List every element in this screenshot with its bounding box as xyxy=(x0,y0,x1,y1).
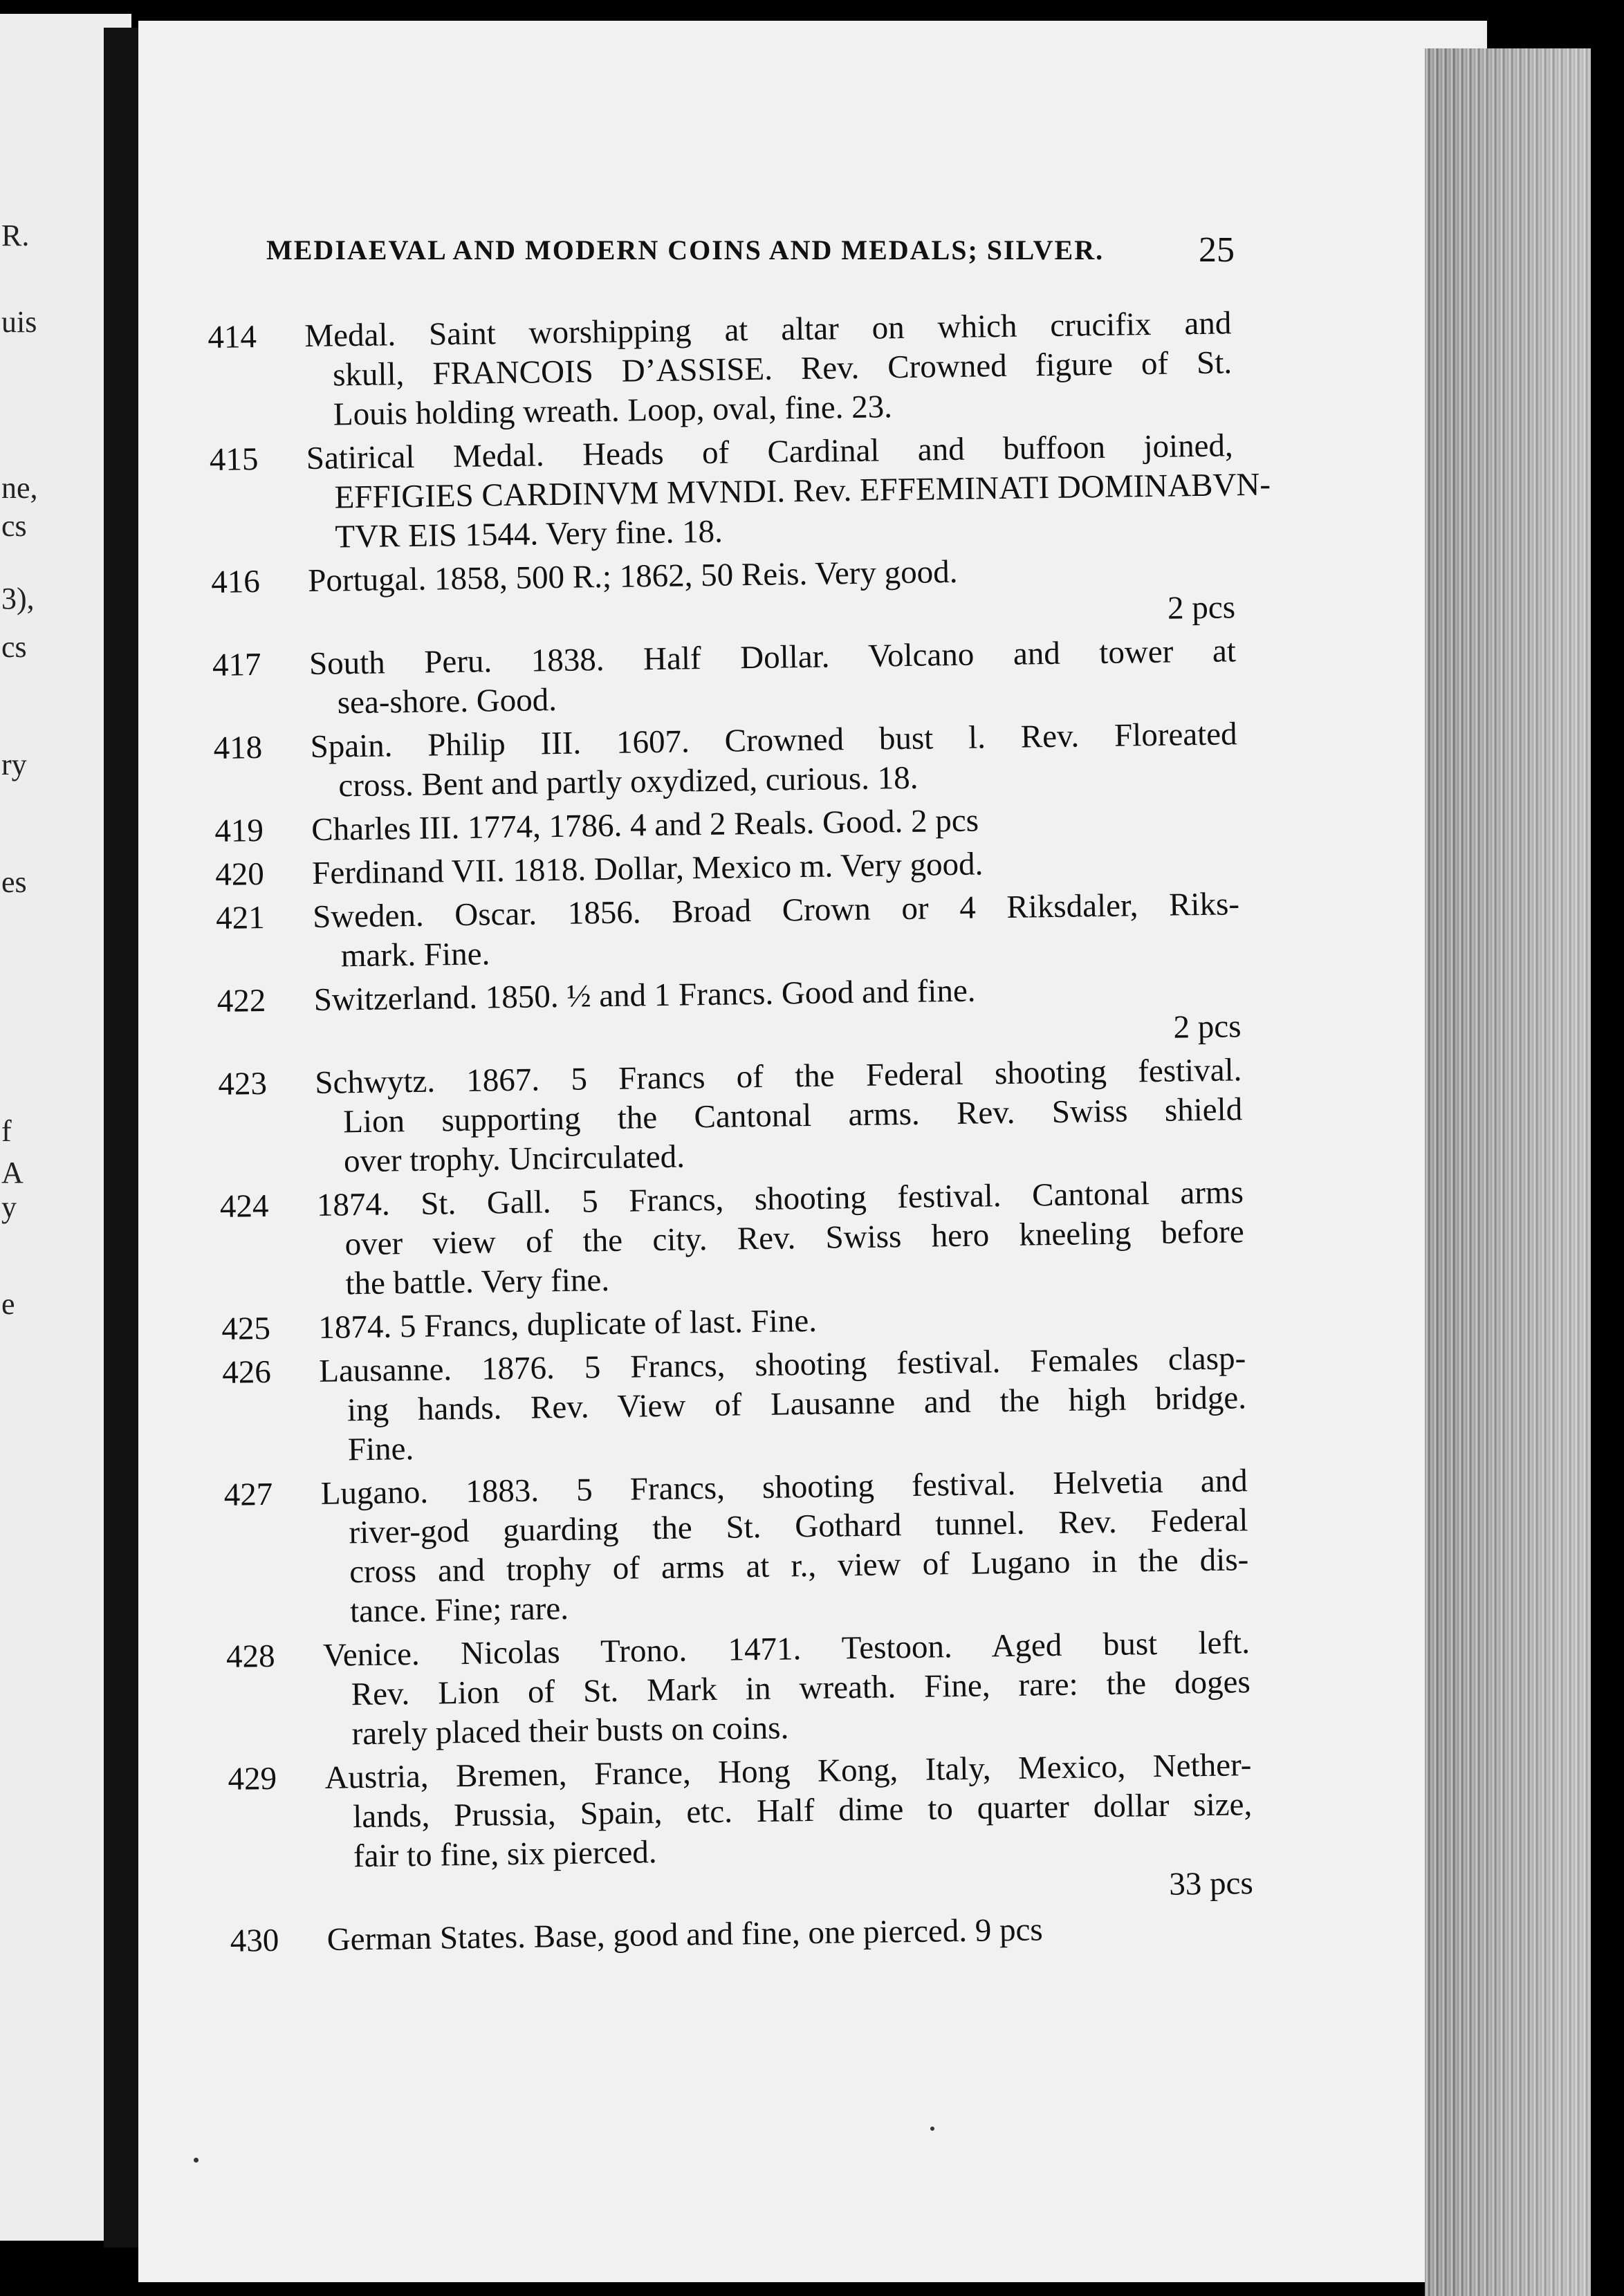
entry-line: the battle. Very fine. xyxy=(345,1262,610,1302)
catalog-entry xyxy=(207,304,1233,436)
lot-number: 429 xyxy=(228,1760,277,1797)
left-page-fragment: y xyxy=(1,1190,17,1224)
catalog-entry xyxy=(216,885,1240,978)
entry-line: 1874. 5 Francs, duplicate of last. Fine. xyxy=(318,1302,818,1346)
lot-number: 426 xyxy=(221,1353,272,1391)
running-header xyxy=(266,230,1235,270)
entry-line: Portugal. 1858, 500 R.; 1862, 50 Reis. Very good. xyxy=(307,553,958,600)
catalog-entry xyxy=(230,1907,1254,1961)
entry-line: river-god guarding the St. Gothard tunnel. Rev. Federal xyxy=(349,1502,1248,1551)
entry-line: 1874. St. Gall. 5 Francs, shooting festival. Cantonal arms xyxy=(316,1174,1244,1223)
left-page-fragment: ne, xyxy=(1,471,38,505)
lot-number: 414 xyxy=(207,319,257,355)
entry-line: Lion supporting the Cantonal arms. Rev. Swiss shield xyxy=(342,1091,1243,1140)
left-page-fragment: R. xyxy=(1,219,30,252)
catalog-entry xyxy=(211,548,1235,642)
entry-line: Sweden. Oscar. 1856. Broad Crown or 4 Riksdaler, Riks- xyxy=(312,886,1240,935)
entry-line: Charles III. 1774, 1786. 4 and 2 Reals. Good. 2 pcs xyxy=(311,802,979,848)
left-page-fragment: ry xyxy=(1,748,27,781)
entry-line: cross. Bent and partly oxydized, curious. 18. xyxy=(338,759,919,804)
entry-line: South Peru. 1838. Half Dollar. Volcano and tower at xyxy=(308,633,1237,682)
lot-number: 419 xyxy=(214,812,264,849)
lot-number: 421 xyxy=(215,899,265,936)
lot-number: 430 xyxy=(230,1922,279,1959)
entry-line: German States. Base, good and fine, one pierced. 9 pcs xyxy=(326,1911,1044,1958)
speck xyxy=(194,2158,199,2163)
left-page-fragment: A xyxy=(1,1156,24,1189)
entry-line: Louis holding wreath. Loop, oval, fine. 23. xyxy=(333,389,893,433)
catalog-entry xyxy=(216,968,1241,1061)
catalog-entry xyxy=(212,631,1237,725)
lot-number: 415 xyxy=(209,441,259,478)
lot-quantity: 2 pcs xyxy=(1167,589,1236,627)
lot-number: 423 xyxy=(218,1065,268,1102)
lot-quantity: 2 pcs xyxy=(1173,1008,1242,1046)
entry-line: Medal. Saint worshipping at altar on which crucifix and xyxy=(304,305,1232,355)
entry-line: sea-shore. Good. xyxy=(337,682,557,721)
page-edges-highlight xyxy=(1459,48,1591,2296)
catalog-entry xyxy=(220,1173,1245,1306)
catalog-entry xyxy=(222,1339,1247,1472)
entry-line: Lugano. 1883. 5 Francs, shooting festival. Helvetia and xyxy=(320,1463,1248,1512)
left-page-fragment: es xyxy=(1,865,27,899)
left-page-fragment: cs xyxy=(1,630,27,664)
lot-number: 424 xyxy=(219,1187,269,1225)
entry-line: Ferdinand VII. 1818. Dollar, Mexico m. Very good. xyxy=(311,846,984,891)
entry-line: Schwytz. 1867. 5 Francs of the Federal shooting festival. xyxy=(315,1052,1242,1101)
entry-line: Fine. xyxy=(347,1430,414,1468)
lot-number: 425 xyxy=(221,1310,271,1347)
left-page-fragment: cs xyxy=(1,509,27,543)
catalog-entry xyxy=(209,426,1271,559)
page-number: 25 xyxy=(1199,230,1235,270)
entry-line: Satirical Medal. Heads of Cardinal and buffoon joined, xyxy=(306,427,1234,477)
entry-line: tance. Fine; rare. xyxy=(349,1590,569,1630)
lot-number: 428 xyxy=(225,1638,275,1675)
entry-line: lands, Prussia, Spain, etc. Half dime to quarter dollar size, xyxy=(352,1786,1253,1835)
catalog-entry xyxy=(223,1461,1249,1633)
lot-number: 422 xyxy=(216,982,266,1019)
entry-line: Lausanne. 1876. 5 Francs, shooting festival. Females clasp- xyxy=(318,1340,1246,1389)
entry-line: ing hands. Rev. View of Lausanne and the high bridge. xyxy=(347,1380,1247,1429)
entry-line: fair to fine, six pierced. xyxy=(353,1834,657,1875)
left-page-fragment: f xyxy=(1,1114,12,1148)
entry-line: mark. Fine. xyxy=(340,936,490,974)
left-page-fragment: 3), xyxy=(1,582,35,615)
entry-line: Rev. Lion of St. Mark in wreath. Fine, rare: the doges xyxy=(351,1664,1251,1713)
entry-line: Venice. Nicolas Trono. 1471. Testoon. Aged bust left. xyxy=(322,1624,1251,1674)
lot-quantity: 33 pcs xyxy=(1168,1865,1254,1902)
entry-line: rarely placed their busts on coins. xyxy=(351,1710,789,1752)
lot-number: 418 xyxy=(213,729,263,766)
entry-line: TVR EIS 1544. Very fine. 18. xyxy=(335,513,723,555)
catalog-entry xyxy=(228,1746,1253,1918)
lot-number: 427 xyxy=(223,1476,273,1513)
entry-line: Spain. Philip III. 1607. Crowned bust l. Rev. Floreated xyxy=(310,716,1237,765)
catalog-entry xyxy=(213,714,1237,808)
lot-number: 417 xyxy=(212,646,261,683)
entry-line: EFFIGIES CARDINVM MVNDI. Rev. EFFEMINATI DOMINABVN- xyxy=(334,466,1271,516)
catalog-entry xyxy=(218,1050,1243,1183)
entry-line: skull, FRANCOIS D’ASSISE. Rev. Crowned figure of St. xyxy=(332,344,1233,394)
entry-line: Austria, Bremen, France, Hong Kong, Italy, Mexico, Nether- xyxy=(324,1747,1252,1796)
left-page-fragment: e xyxy=(1,1287,15,1321)
catalog-entry xyxy=(226,1623,1251,1756)
entry-line: over view of the city. Rev. Swiss hero kneeling before xyxy=(344,1214,1244,1263)
lot-number: 420 xyxy=(214,855,265,893)
entry-line: Switzerland. 1850. ½ and 1 Francs. Good and fine. xyxy=(313,972,976,1018)
lot-number: 416 xyxy=(210,563,261,600)
entry-line: cross and trophy of arms at r., view of Lugano in the dis- xyxy=(349,1542,1249,1591)
catalog-entries xyxy=(207,304,1271,1965)
speck xyxy=(930,2127,934,2131)
header-title: MEDIAEVAL AND MODERN COINS AND MEDALS; SILVER. xyxy=(266,234,1105,266)
entry-line: over trophy. Uncirculated. xyxy=(343,1138,685,1180)
left-page-fragment: uis xyxy=(1,305,37,339)
